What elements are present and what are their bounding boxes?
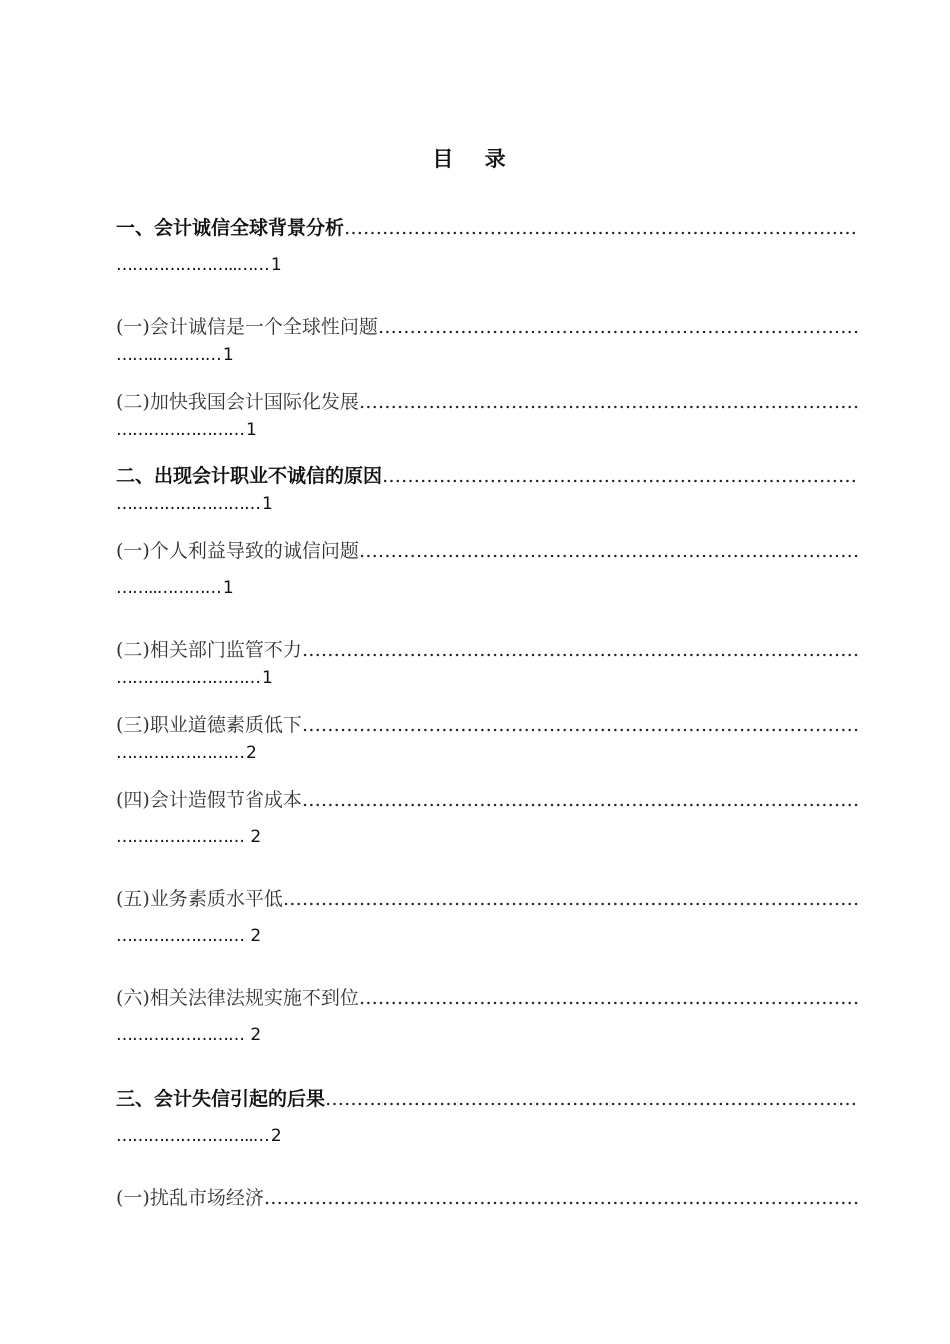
toc-entry-text: 一、会计诚信全球背景分析 [116, 217, 345, 239]
dot-leader-continued: …………………..…… [116, 255, 269, 275]
toc-entry-text: (四)会计造假节省成本 [116, 789, 302, 811]
toc-title: 目 录 [432, 147, 518, 171]
toc-entry-text: (一)个人利益导致的诚信问题 [116, 540, 359, 562]
dot-leader [302, 710, 858, 740]
toc-entry-text: (二)加快我国会计国际化发展 [116, 391, 359, 413]
toc-entry-text: (五)业务素质水平低 [116, 888, 283, 910]
toc-page-number: 1 [246, 420, 257, 440]
toc-entry[interactable] [116, 884, 858, 949]
dot-leader [359, 536, 858, 566]
dot-leader [378, 312, 858, 342]
dot-leader [382, 461, 858, 491]
toc-entry-text: 三、会计失信引起的后果 [116, 1088, 326, 1110]
toc-entry[interactable] [116, 536, 858, 601]
toc-entry[interactable] [116, 785, 858, 850]
dot-leader-continued: …………………… [116, 926, 249, 946]
toc-page-number: 1 [222, 578, 234, 598]
toc-entry[interactable] [116, 635, 858, 691]
toc-entry-text: (三)职业道德素质低下 [116, 714, 302, 736]
toc-entry[interactable] [116, 213, 858, 278]
toc-entry[interactable] [116, 1183, 858, 1213]
toc-page-number: 1 [222, 345, 234, 365]
dot-leader-continued: …………………… [116, 420, 244, 440]
toc-page-number: 2 [270, 1126, 282, 1146]
toc-page-number: 1 [262, 494, 273, 514]
dot-leader-continued: …………………… [116, 743, 244, 763]
dot-leader [344, 213, 858, 243]
toc-page-number: 1 [270, 255, 282, 275]
toc-entry[interactable] [116, 312, 858, 368]
dot-leader [302, 635, 858, 665]
toc-page-number: 2 [250, 827, 262, 847]
toc-entry-text: 二、出现会计职业不诚信的原因 [116, 465, 383, 487]
dot-leader [359, 387, 858, 417]
toc-page-number: 1 [262, 668, 273, 688]
dot-leader-continued: …………………… [116, 1025, 249, 1045]
toc-entry[interactable] [116, 710, 858, 766]
dot-leader-continued: ……..………… [116, 578, 221, 598]
dot-leader-continued: …………………… [116, 827, 249, 847]
toc-entry[interactable] [116, 1084, 858, 1149]
dot-leader-continued: ……..………… [116, 345, 221, 365]
dot-leader-continued: ……………………..… [116, 1126, 269, 1146]
toc-entry[interactable] [116, 461, 858, 517]
toc-entry-text: (六)相关法律法规实施不到位 [116, 987, 359, 1009]
toc-entry[interactable] [116, 387, 858, 443]
dot-leader-continued: ……………………… [116, 668, 260, 688]
toc-entry-text: (二)相关部门监管不力 [116, 639, 302, 661]
dot-leader [283, 884, 858, 914]
dot-leader [264, 1183, 858, 1213]
toc-entry-text: (一)会计诚信是一个全球性问题 [116, 316, 378, 338]
toc-page-number: 2 [250, 1025, 262, 1045]
dot-leader-continued: ……………………… [116, 494, 260, 514]
dot-leader [325, 1084, 858, 1114]
toc-page-number: 2 [250, 926, 262, 946]
dot-leader [302, 785, 858, 815]
dot-leader [359, 983, 858, 1013]
toc-entry[interactable] [116, 983, 858, 1048]
toc-page-number: 2 [246, 743, 257, 763]
toc-entry-text: (一)扰乱市场经济 [116, 1187, 264, 1209]
